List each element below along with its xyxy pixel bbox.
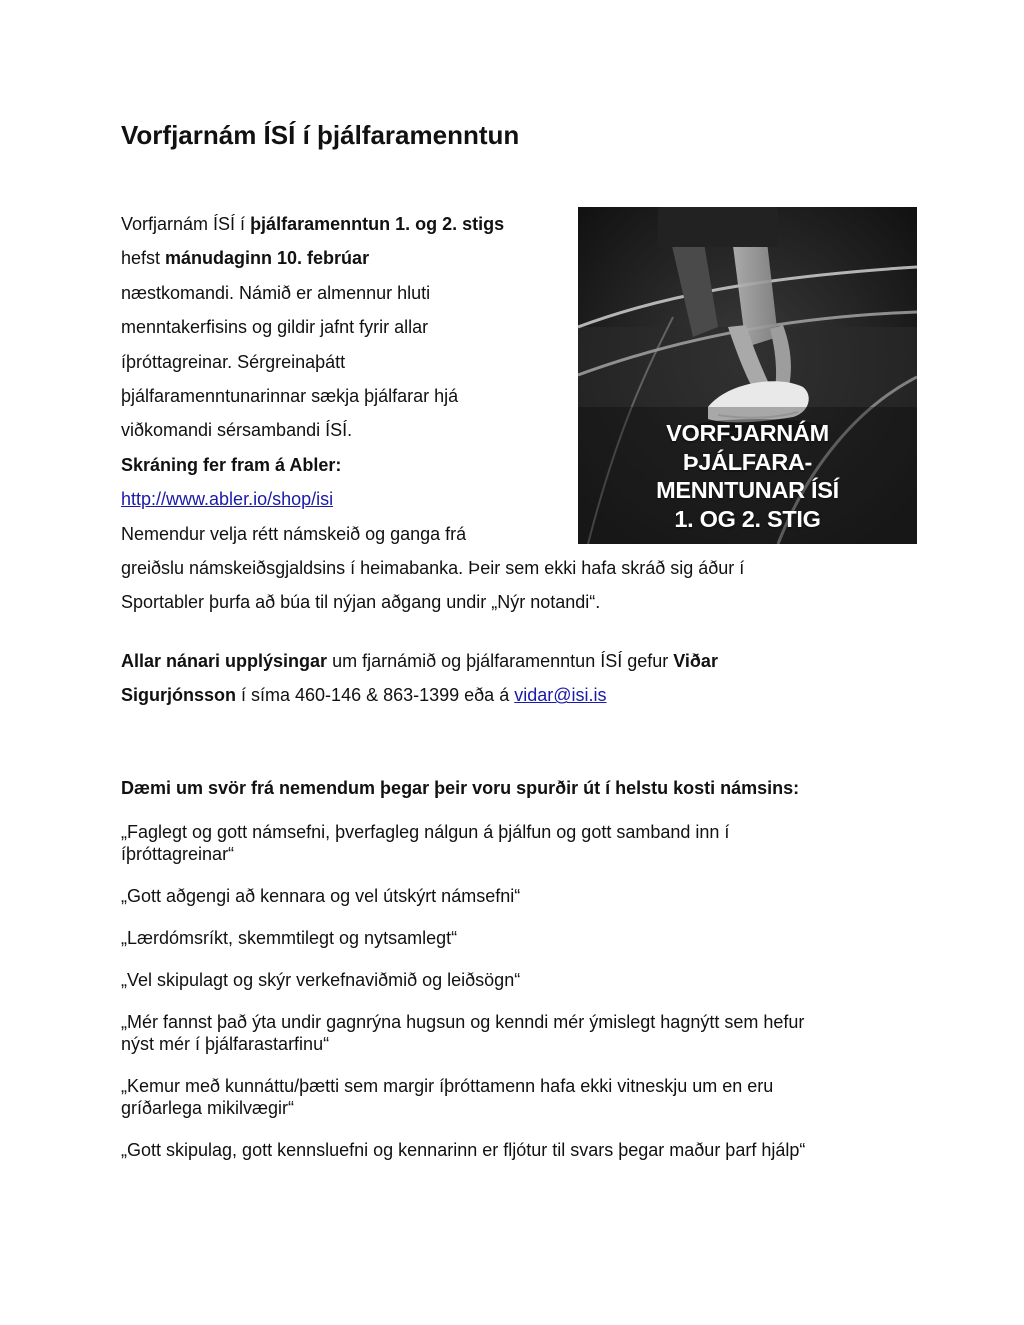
testimonial-item: „Gott aðgengi að kennara og vel útskýrt námsefni“ xyxy=(121,886,521,906)
promo-headline xyxy=(578,419,917,533)
intro-line-5: íþróttagreinar. Sérgreinaþátt xyxy=(121,351,346,372)
course-name: þjálfaramenntun 1. og 2. stigs xyxy=(250,214,505,234)
contact-first-name: Viðar xyxy=(673,651,718,671)
testimonial-list xyxy=(121,821,901,1181)
testimonial-item: „Lærdómsríkt, skemmtilegt og nytsamlegt“ xyxy=(121,928,458,948)
contact-last-name: Sigurjónsson xyxy=(121,685,237,706)
testimonial-item: „Faglegt og gott námsefni, þverfagleg nálgun á þjálfun og gott samband inn í íþróttagreinar“ xyxy=(121,822,730,864)
promo-line-3: MENNTUNAR ÍSÍ xyxy=(656,477,839,503)
email-link[interactable]: vidar@isi.is xyxy=(514,685,607,706)
testimonial-item: „Vel skipulagt og skýr verkefnaviðmið og leiðsögn“ xyxy=(121,970,521,990)
intro-line-4: menntakerfisins og gildir jafnt fyrir allar xyxy=(121,317,429,338)
intro-line-6: þjálfaramenntunarinnar sækja þjálfarar hjá xyxy=(121,385,459,406)
testimonial-item: „Gott skipulag, gott kennsluefni og kennarinn er fljótur til svars þegar maður þarf hjálp“ xyxy=(121,1140,806,1160)
testimonial-item: „Kemur með kunnáttu/þætti sem margir íþróttamenn hafa ekki vitneskju um en eru gríðarlega mikilvægir“ xyxy=(121,1076,774,1118)
intro-line-1: Vorfjarnám ÍSÍ í þjálfaramenntun 1. og 2. stigs xyxy=(121,214,505,234)
intro-line-10: Nemendur velja rétt námskeið og ganga frá xyxy=(121,523,467,544)
promo-line-1: VORFJARNÁM xyxy=(666,420,829,446)
intro-line-7: viðkomandi sérsambandi ÍSÍ. xyxy=(121,420,353,441)
registration-label: Skráning fer fram á Abler: xyxy=(121,454,342,475)
contact-paragraph: Allar nánari upplýsingar um fjarnámið og þjálfaramenntun ÍSÍ gefur Viðar Sigurjónsson í síma 460-146 & 863-1399 eða á vidar@isi.is xyxy=(121,651,718,706)
start-date: mánudaginn 10. febrúar xyxy=(165,248,370,269)
page-title: Vorfjarnám ÍSÍ í þjálfaramenntun xyxy=(121,120,520,150)
promo-line-2: ÞJÁLFARA- xyxy=(682,448,813,475)
intro-line-11: greiðslu námskeiðsgjaldsins í heimabanka. Þeir sem ekki hafa skráð sig áður í xyxy=(121,557,745,578)
intro-line-2: hefst mánudaginn 10. febrúar xyxy=(121,248,370,269)
abler-shop-link[interactable]: http://www.abler.io/shop/isi xyxy=(121,489,334,510)
intro-line-12: Sportabler þurfa að búa til nýjan aðgang undir „Nýr notandi“. xyxy=(121,592,601,613)
testimonials-heading: Dæmi um svör frá nemendum þegar þeir voru spurðir út í helstu kosti námsins: xyxy=(121,778,800,798)
intro-line-3: næstkomandi. Námið er almennur hluti xyxy=(121,282,431,303)
promo-image xyxy=(578,207,917,544)
testimonial-item: „Mér fannst það ýta undir gagnrýna hugsun og kenndi mér ýmislegt hagnýtt sem hefur nýst mér í þjálfarastarfinu“ xyxy=(121,1012,805,1054)
promo-line-4: 1. OG 2. STIG xyxy=(674,505,821,532)
